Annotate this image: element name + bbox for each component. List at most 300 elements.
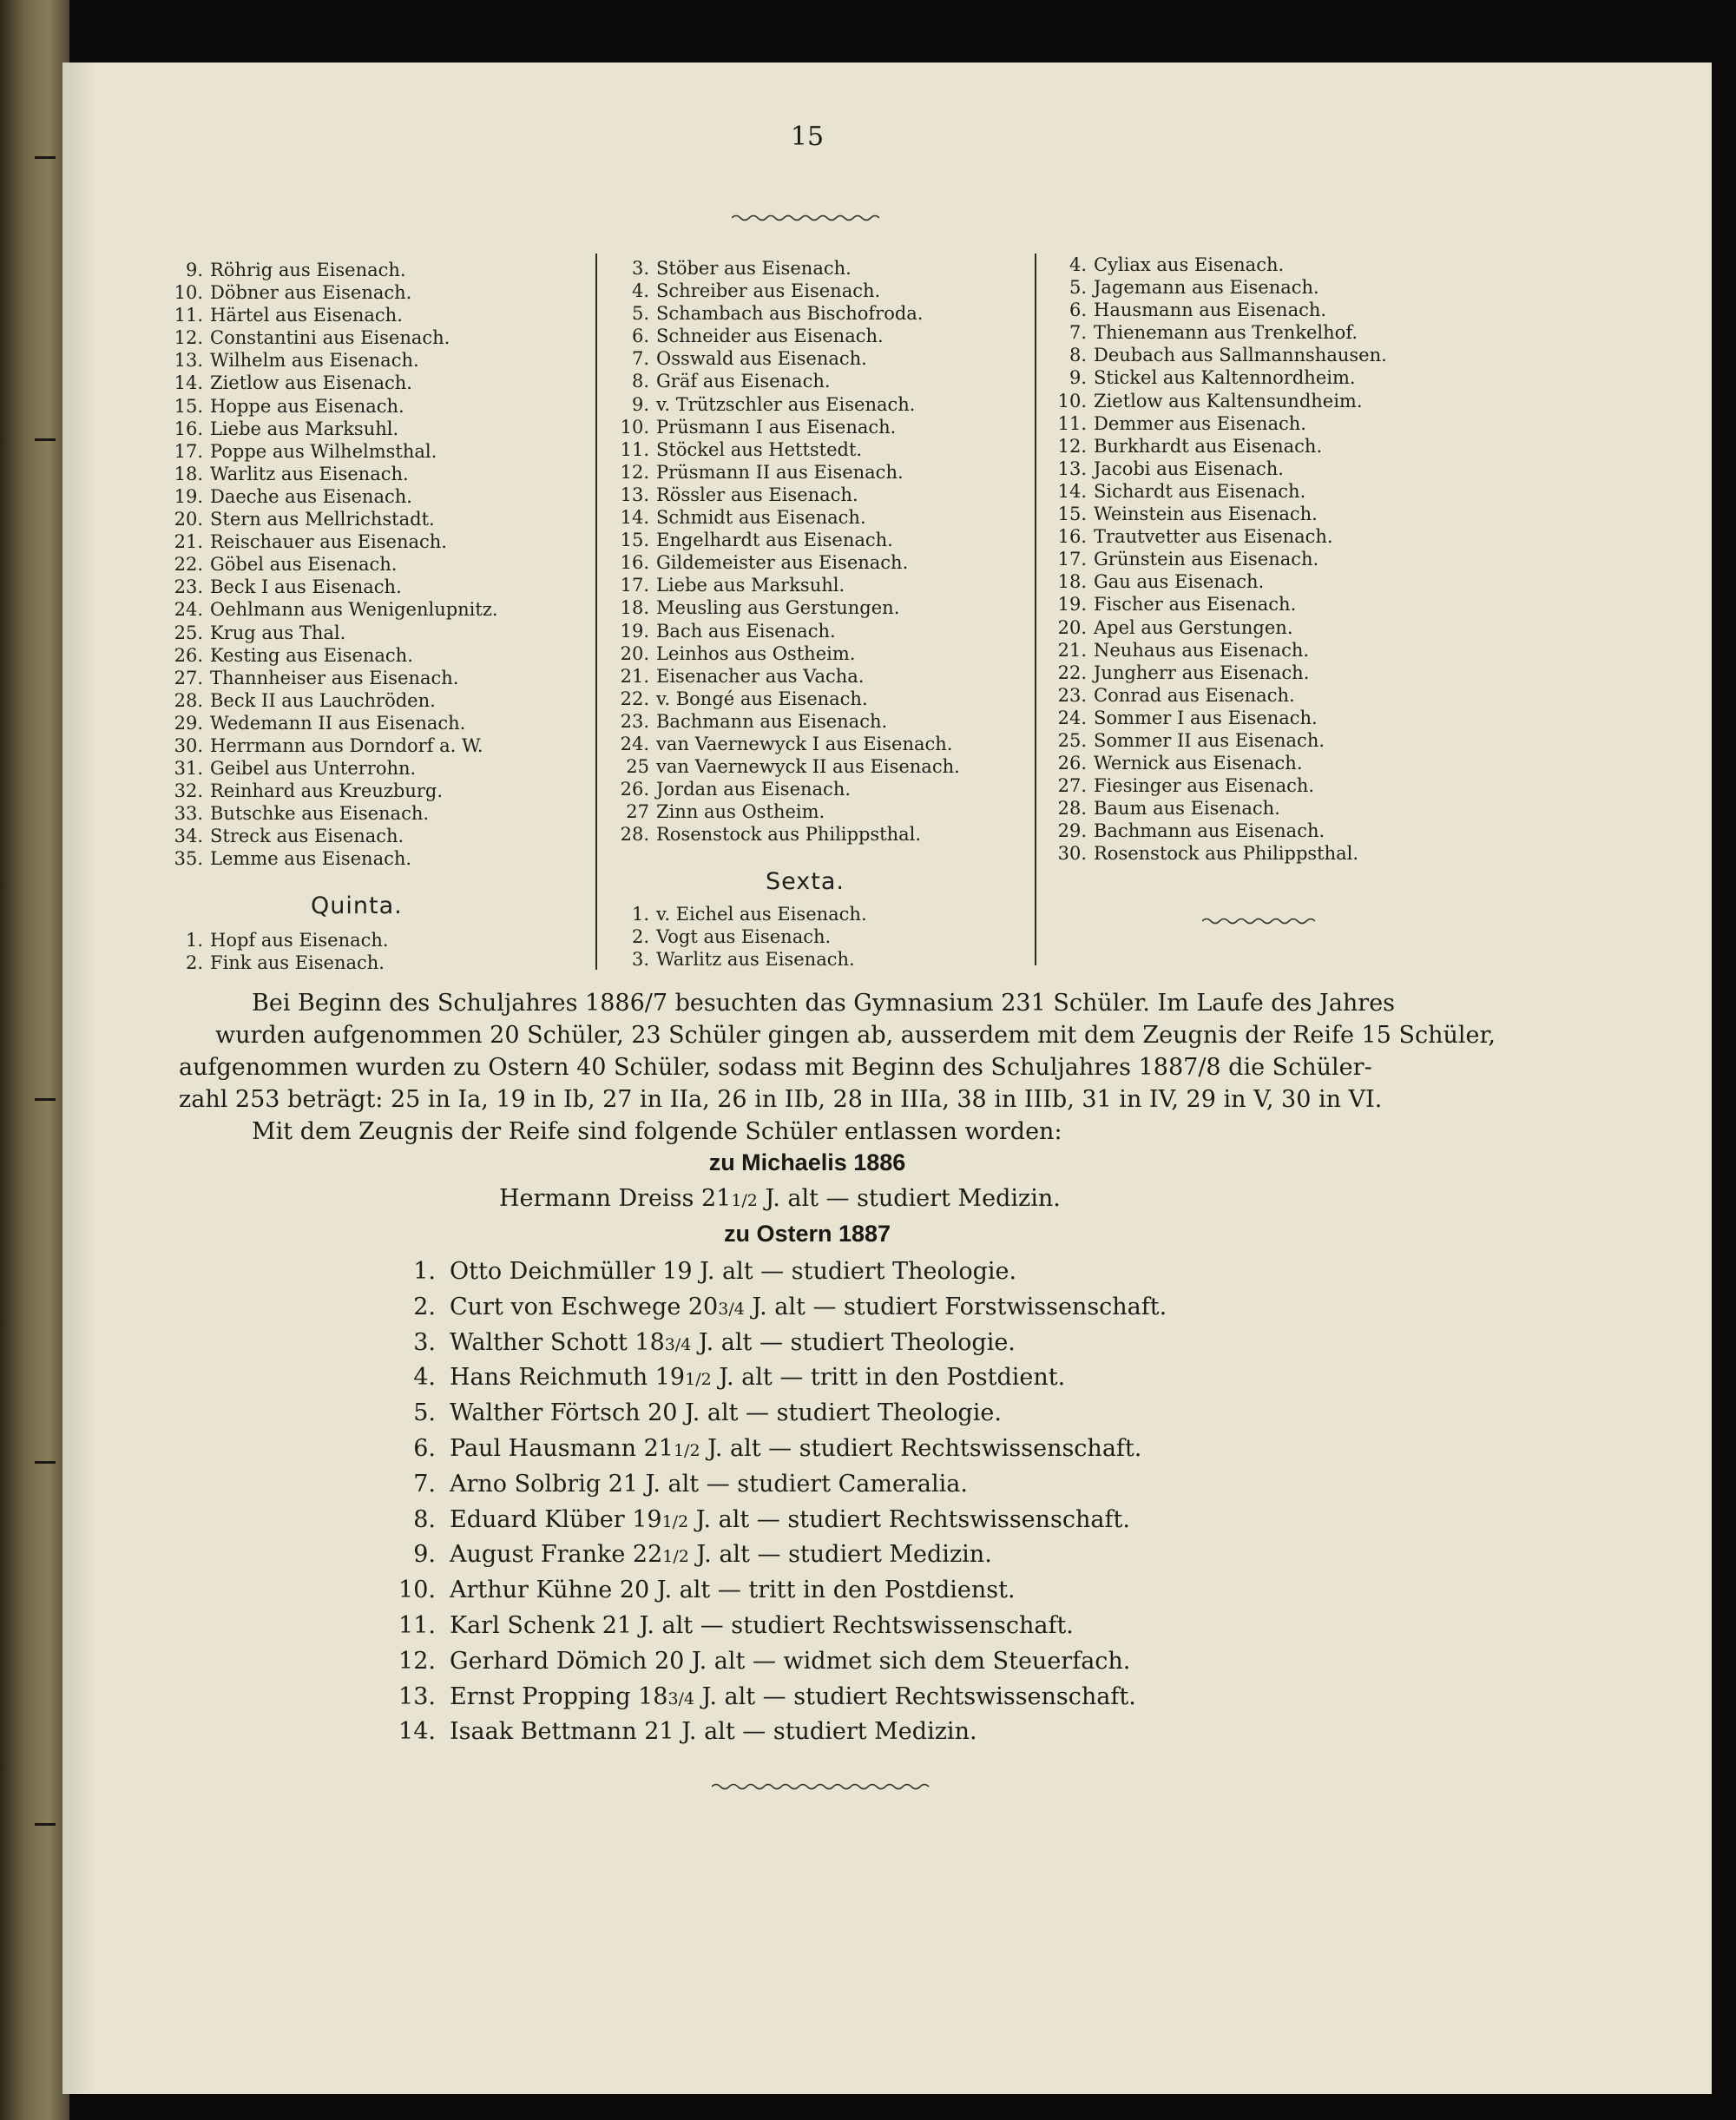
age-fraction: 3/4 <box>718 1299 745 1319</box>
item-number: 22. <box>620 688 649 709</box>
item-number: 6. <box>1069 300 1087 321</box>
graduate-row <box>398 1715 1167 1750</box>
item-text: Grünstein aus Eisenach. <box>1094 549 1319 570</box>
item-text: Wilhelm aus Eisenach. <box>210 350 419 372</box>
graduate-detail: J. alt — studiert Rechtswissenschaft. <box>688 1505 1130 1533</box>
column-3-list <box>1057 253 1387 866</box>
graduate-detail: J. alt — studiert Rechtswissenschaft. <box>694 1682 1136 1710</box>
item-text: Stickel aus Kaltennordheim. <box>1094 367 1356 389</box>
item-text: Reischauer aus Eisenach. <box>210 531 447 553</box>
graduate-number: 7. <box>413 1470 436 1498</box>
list-item <box>1057 842 1387 865</box>
item-text: Röhrig aus Eisenach. <box>210 260 406 280</box>
sexta-list <box>631 903 867 971</box>
graduate-name: Gerhard Dömich 20 <box>450 1647 685 1675</box>
item-number: 12. <box>620 461 649 483</box>
item-text: Demmer aus Eisenach. <box>1094 412 1306 434</box>
margin-mark <box>35 438 56 441</box>
list-item <box>1069 299 1387 321</box>
graduate-row <box>398 1644 1167 1680</box>
list-item <box>1057 570 1387 593</box>
graduate-name: Ernst Propping 18 <box>450 1682 668 1710</box>
item-text: Leinhos aus Ostheim. <box>656 642 856 664</box>
list-item <box>620 529 960 551</box>
age-fraction: 3/4 <box>664 1334 692 1354</box>
list-item <box>174 847 498 870</box>
graduate-name: Walther Schott 18 <box>450 1328 665 1356</box>
section-heading-quinta: Quinta. <box>311 892 403 919</box>
column-2-sexta <box>631 903 867 971</box>
item-text: Gräf aus Eisenach. <box>656 371 831 392</box>
list-item <box>1057 480 1387 503</box>
graduate-row <box>413 1503 1167 1538</box>
item-text: Oehlmann aus Wenigenlupnitz. <box>210 599 498 621</box>
list-item <box>631 347 960 370</box>
item-text: Jordan aus Eisenach. <box>656 779 852 800</box>
graduate-name: Karl Schenk 21 <box>450 1611 633 1639</box>
graduate-detail: J. alt — studiert Medizin. <box>757 1185 1061 1212</box>
list-item <box>631 370 960 392</box>
item-text: Meusling aus Gerstungen. <box>656 597 900 619</box>
graduate-detail: J. alt — tritt in den Postdient. <box>711 1364 1066 1392</box>
graduate-row <box>413 1326 1167 1361</box>
list-item <box>174 349 498 372</box>
list-item <box>620 484 960 506</box>
item-text: Rosenstock aus Philippsthal. <box>1094 843 1359 865</box>
list-item <box>1057 390 1387 412</box>
item-number: 25. <box>174 622 203 643</box>
graduate-number: 14. <box>398 1718 436 1746</box>
item-number: 6. <box>631 326 649 347</box>
age-fraction: 1/2 <box>673 1440 700 1460</box>
item-number: 24. <box>1057 707 1087 728</box>
item-number: 12. <box>174 327 203 349</box>
graduate-number: 10. <box>398 1577 436 1604</box>
item-text: Göbel aus Eisenach. <box>210 554 398 576</box>
item-text: Conrad aus Eisenach. <box>1094 684 1295 706</box>
list-item <box>631 948 867 971</box>
item-text: Gau aus Eisenach. <box>1094 571 1265 593</box>
item-number: 11. <box>1057 412 1087 434</box>
list-item <box>1069 366 1387 389</box>
item-text: Stöber aus Eisenach. <box>656 258 852 279</box>
item-text: Rosenstock aus Philippsthal. <box>656 824 922 846</box>
item-number: 33. <box>174 803 203 825</box>
margin-mark <box>35 156 56 159</box>
graduate-number: 1. <box>413 1258 436 1285</box>
item-number: 19. <box>620 620 649 642</box>
list-item <box>174 372 498 394</box>
list-item <box>1057 752 1387 774</box>
item-text: Geibel aus Unterrohn. <box>210 758 417 780</box>
list-item <box>620 733 960 755</box>
column-1-list <box>174 259 498 871</box>
list-item <box>620 710 960 733</box>
graduate-row <box>413 1467 1167 1503</box>
list-item <box>174 281 498 304</box>
michaelis-entry <box>499 1182 1061 1217</box>
item-text: Daeche aus Eisenach. <box>210 485 412 507</box>
graduate-name: Isaak Bettmann 21 <box>450 1718 674 1746</box>
item-text: Sommer I aus Eisenach. <box>1094 707 1318 728</box>
graduate-number: 2. <box>413 1293 436 1320</box>
item-text: Hoppe aus Eisenach. <box>210 395 404 417</box>
item-number: 17. <box>620 575 649 596</box>
list-item <box>620 620 960 642</box>
list-item <box>1057 639 1387 662</box>
age-fraction: 3/4 <box>667 1689 695 1709</box>
list-item <box>620 461 960 484</box>
item-number: 9. <box>1069 367 1087 389</box>
list-item <box>1057 593 1387 616</box>
list-item <box>1057 684 1387 707</box>
item-text: Krug aus Thal. <box>210 622 346 643</box>
graduate-detail: J. alt — widmet sich dem Steuerfach. <box>684 1647 1131 1675</box>
paragraph-line: zahl 253 beträgt: 25 in Ia, 19 in Ib, 27 in IIa, 26 in IIb, 28 in IIIa, 38 in IIIb, 31 in IV, 29 in V, 30 in VI. <box>179 1086 1383 1113</box>
item-number: 25 <box>626 756 649 778</box>
item-text: Lemme aus Eisenach. <box>210 848 412 870</box>
graduate-number: 4. <box>413 1364 436 1392</box>
item-number: 9. <box>631 393 649 415</box>
list-item <box>1057 662 1387 684</box>
item-number: 19. <box>174 485 203 507</box>
item-text: Apel aus Gerstungen. <box>1094 616 1293 638</box>
item-number: 30. <box>174 734 203 756</box>
item-number: 24. <box>620 733 649 754</box>
list-item <box>620 438 960 461</box>
item-text: v. Eichel aus Eisenach. <box>656 904 867 925</box>
item-number: 2. <box>185 952 203 974</box>
item-text: Engelhardt aus Eisenach. <box>656 530 893 551</box>
list-item <box>174 780 498 802</box>
item-number: 24. <box>174 599 203 621</box>
ornament-squiggle <box>712 1781 933 1792</box>
item-number: 15. <box>174 395 203 417</box>
list-item <box>631 925 867 948</box>
graduate-name: Eduard Klüber 19 <box>450 1505 662 1533</box>
graduate-detail: J. alt — studiert Theologie. <box>692 1258 1017 1285</box>
item-text: v. Bongé aus Eisenach. <box>656 688 868 709</box>
heading-ostern: zu Ostern 1887 <box>723 1221 891 1247</box>
list-item <box>174 508 498 530</box>
item-number: 16. <box>1057 526 1087 548</box>
item-text: Jacobi aus Eisenach. <box>1094 458 1284 479</box>
item-text: Fiesinger aus Eisenach. <box>1094 775 1315 797</box>
item-number: 3. <box>631 949 649 971</box>
graduate-row <box>413 1396 1167 1432</box>
item-text: Fischer aus Eisenach. <box>1094 594 1297 616</box>
list-item <box>631 903 867 925</box>
item-number: 14. <box>174 372 203 394</box>
column-2 <box>620 257 960 846</box>
item-text: v. Trützschler aus Eisenach. <box>656 393 916 415</box>
paragraph-line: aufgenommen wurden zu Ostern 40 Schüler, sodass mit Beginn des Schuljahres 1887/8 die Schüler- <box>179 1054 1372 1081</box>
graduate-number: 3. <box>413 1328 436 1356</box>
list-item <box>631 302 960 325</box>
list-item <box>1069 344 1387 366</box>
item-text: Schmidt aus Eisenach. <box>656 507 866 529</box>
item-text: Trautvetter aus Eisenach. <box>1094 526 1333 548</box>
graduate-detail: J. alt — studiert Rechtswissenschaft. <box>700 1434 1142 1462</box>
item-number: 21. <box>620 665 649 687</box>
item-number: 26. <box>620 779 649 800</box>
margin-mark <box>35 1823 56 1826</box>
list-item <box>626 800 960 823</box>
list-item <box>174 485 498 508</box>
item-number: 28. <box>1057 798 1087 820</box>
item-text: Zinn aus Ostheim. <box>656 801 825 823</box>
item-number: 27. <box>174 667 203 688</box>
item-text: Streck aus Eisenach. <box>210 826 404 847</box>
list-item <box>631 393 960 416</box>
graduate-number: 11. <box>398 1611 436 1639</box>
list-item <box>620 778 960 800</box>
list-item <box>174 395 498 418</box>
list-item <box>620 823 960 846</box>
age-fraction: 1/2 <box>662 1547 689 1567</box>
item-number: 15. <box>620 530 649 551</box>
list-item <box>1057 548 1387 570</box>
list-item <box>626 755 960 778</box>
list-item <box>174 553 498 576</box>
item-text: Baum aus Eisenach. <box>1094 798 1280 820</box>
item-number: 34. <box>174 826 203 847</box>
graduate-row <box>398 1573 1167 1609</box>
item-text: Jungherr aus Eisenach. <box>1094 662 1310 683</box>
item-number: 20. <box>1057 616 1087 638</box>
item-text: Warlitz aus Eisenach. <box>656 949 855 971</box>
item-text: Beck I aus Eisenach. <box>210 576 402 598</box>
list-item <box>1057 412 1387 435</box>
item-text: Osswald aus Eisenach. <box>656 348 867 370</box>
graduate-name: Arthur Kühne 20 <box>450 1577 650 1604</box>
item-number: 22. <box>1057 662 1087 683</box>
item-text: Eisenacher aus Vacha. <box>656 665 865 687</box>
graduate-detail: J. alt — studiert Rechtswissenschaft. <box>632 1611 1074 1639</box>
paragraph-line: Bei Beginn des Schuljahres 1886/7 besuchten das Gymnasium 231 Schüler. Im Laufe des Jahres <box>252 990 1396 1017</box>
item-number: 10. <box>1057 390 1087 411</box>
list-item <box>174 304 498 326</box>
list-item <box>620 574 960 596</box>
item-number: 29. <box>174 712 203 734</box>
item-text: Thannheiser aus Eisenach. <box>210 667 459 688</box>
item-number: 25. <box>1057 729 1087 751</box>
list-item <box>1057 774 1387 797</box>
item-text: Liebe aus Marksuhl. <box>656 575 845 596</box>
graduate-number: 13. <box>398 1682 436 1710</box>
list-item <box>1057 797 1387 820</box>
graduate-detail: J. alt — studiert Forstwissenschaft. <box>744 1293 1167 1320</box>
graduate-name: Walther Förtsch 20 <box>450 1399 678 1427</box>
item-number: 18. <box>620 597 649 619</box>
list-item <box>1069 276 1387 299</box>
item-text: Reinhard aus Kreuzburg. <box>210 780 444 802</box>
item-number: 26. <box>1057 753 1087 774</box>
list-item <box>185 929 389 951</box>
item-number: 13. <box>1057 458 1087 479</box>
list-item <box>174 530 498 553</box>
item-number: 2. <box>631 926 649 948</box>
item-text: Kesting aus Eisenach. <box>210 644 413 666</box>
item-number: 9. <box>185 260 203 280</box>
item-text: Cyliax aus Eisenach. <box>1094 254 1285 275</box>
item-text: Butschke aus Eisenach. <box>210 803 430 825</box>
item-number: 11. <box>620 438 649 460</box>
item-text: Wernick aus Eisenach. <box>1094 753 1303 774</box>
item-number: 8. <box>631 371 649 392</box>
item-number: 8. <box>1069 345 1087 366</box>
item-number: 18. <box>174 463 203 484</box>
item-number: 16. <box>174 418 203 439</box>
graduate-list <box>398 1254 1167 1750</box>
list-item <box>1069 253 1387 276</box>
item-text: Vogt aus Eisenach. <box>656 926 832 948</box>
list-item <box>174 463 498 485</box>
page-number: 15 <box>790 122 825 152</box>
item-number: 23. <box>620 710 649 732</box>
item-text: Weinstein aus Eisenach. <box>1094 504 1318 525</box>
item-text: Hopf aus Eisenach. <box>210 930 389 951</box>
list-item <box>174 689 498 712</box>
item-number: 18. <box>1057 571 1087 593</box>
age-fraction: 1/2 <box>685 1370 712 1390</box>
list-item <box>174 757 498 780</box>
list-item <box>620 596 960 619</box>
list-item <box>185 951 389 974</box>
item-number: 26. <box>174 644 203 666</box>
list-item <box>174 622 498 644</box>
graduate-name: Hermann Dreiss 21 <box>499 1185 732 1212</box>
item-number: 10. <box>620 416 649 438</box>
graduate-detail: J. alt — studiert Theologie. <box>677 1399 1002 1427</box>
item-text: Härtel aus Eisenach. <box>210 305 403 326</box>
item-text: Liebe aus Marksuhl. <box>210 418 399 439</box>
graduate-row <box>398 1680 1167 1715</box>
item-text: Schneider aus Eisenach. <box>656 326 884 347</box>
item-number: 17. <box>174 440 203 462</box>
graduate-number: 6. <box>413 1434 436 1462</box>
item-text: Döbner aus Eisenach. <box>210 282 412 304</box>
item-text: Schambach aus Bischofroda. <box>656 303 924 325</box>
list-item <box>1057 616 1387 639</box>
list-item <box>1057 729 1387 752</box>
item-number: 30. <box>1057 843 1087 865</box>
item-number: 23. <box>174 576 203 598</box>
item-text: Jagemann aus Eisenach. <box>1094 277 1319 299</box>
item-text: Prüsmann I aus Eisenach. <box>656 416 897 438</box>
item-text: Prüsmann II aus Eisenach. <box>656 461 904 483</box>
item-number: 5. <box>631 303 649 325</box>
item-number: 15. <box>1057 504 1087 525</box>
list-item <box>1057 820 1387 842</box>
item-number: 31. <box>174 758 203 780</box>
margin-mark <box>35 1461 56 1464</box>
age-fraction: 1/2 <box>731 1191 758 1210</box>
graduate-row <box>413 1432 1167 1467</box>
graduate-name: Arno Solbrig 21 <box>450 1470 639 1498</box>
item-number: 1. <box>631 904 649 925</box>
list-item <box>174 667 498 689</box>
graduate-detail: J. alt — studiert Medizin. <box>674 1718 977 1746</box>
column-1 <box>174 259 498 871</box>
item-text: Stöckel aus Hettstedt. <box>656 438 863 460</box>
list-item <box>631 257 960 280</box>
item-text: Zietlow aus Kaltensundheim. <box>1094 390 1363 411</box>
graduate-number: 9. <box>413 1541 436 1569</box>
list-item <box>1057 525 1387 548</box>
list-item <box>631 280 960 302</box>
item-text: van Vaernewyck II aus Eisenach. <box>656 756 960 778</box>
graduate-row <box>413 1290 1167 1326</box>
ornament-squiggle <box>732 213 879 223</box>
item-number: 35. <box>174 848 203 870</box>
list-item <box>1057 458 1387 480</box>
item-number: 13. <box>620 484 649 505</box>
item-number: 21. <box>1057 639 1087 661</box>
item-text: Constantini aus Eisenach. <box>210 327 450 349</box>
list-item <box>620 416 960 438</box>
item-number: 4. <box>631 280 649 302</box>
graduate-name: Otto Deichmüller 19 <box>450 1258 693 1285</box>
graduate-name: Hans Reichmuth 19 <box>450 1364 686 1392</box>
item-number: 21. <box>174 531 203 553</box>
item-number: 1. <box>185 930 203 951</box>
list-item <box>1057 435 1387 458</box>
item-number: 11. <box>174 305 203 326</box>
item-number: 32. <box>174 780 203 802</box>
item-text: Deubach aus Sallmannshausen. <box>1094 345 1387 366</box>
section-heading-sexta: Sexta. <box>766 868 845 895</box>
item-text: Beck II aus Lauchröden. <box>210 689 436 711</box>
paragraph-line: wurden aufgenommen 20 Schüler, 23 Schüler gingen ab, ausserdem mit dem Zeugnis der Reife 15 Schüler, <box>215 1022 1496 1049</box>
item-text: Burkhardt aus Eisenach. <box>1094 435 1323 457</box>
graduate-number: 5. <box>413 1399 436 1427</box>
item-number: 5. <box>1069 277 1087 299</box>
list-item <box>620 506 960 529</box>
item-text: Bachmann aus Eisenach. <box>656 710 888 732</box>
item-text: Rössler aus Eisenach. <box>656 484 858 505</box>
item-text: Schreiber aus Eisenach. <box>656 280 881 302</box>
item-number: 27 <box>626 801 649 823</box>
list-item <box>174 576 498 598</box>
graduate-detail: J. alt — tritt in den Postdienst. <box>649 1577 1016 1604</box>
list-item <box>620 551 960 574</box>
item-text: Wedemann II aus Eisenach. <box>210 712 466 734</box>
list-item <box>174 326 498 349</box>
item-text: Bachmann aus Eisenach. <box>1094 820 1325 842</box>
list-item <box>620 688 960 710</box>
item-number: 10. <box>174 282 203 304</box>
list-item <box>620 642 960 665</box>
list-item <box>174 440 498 463</box>
item-number: 19. <box>1057 594 1087 616</box>
list-item <box>185 259 498 281</box>
graduate-name: Paul Hausmann 21 <box>450 1434 674 1462</box>
item-text: van Vaernewyck I aus Eisenach. <box>656 733 953 754</box>
item-number: 3. <box>631 258 649 279</box>
graduate-detail: J. alt — studiert Cameralia. <box>638 1470 968 1498</box>
graduate-row <box>413 1360 1167 1396</box>
age-fraction: 1/2 <box>661 1511 689 1531</box>
heading-michaelis: zu Michaelis 1886 <box>708 1149 906 1175</box>
column-3 <box>1057 253 1387 866</box>
list-item <box>174 598 498 621</box>
item-text: Stern aus Mellrichstadt. <box>210 509 435 530</box>
item-number: 23. <box>1057 684 1087 706</box>
list-item <box>174 712 498 734</box>
item-text: Herrmann aus Dorndorf a. W. <box>210 734 483 756</box>
list-item <box>620 665 960 688</box>
